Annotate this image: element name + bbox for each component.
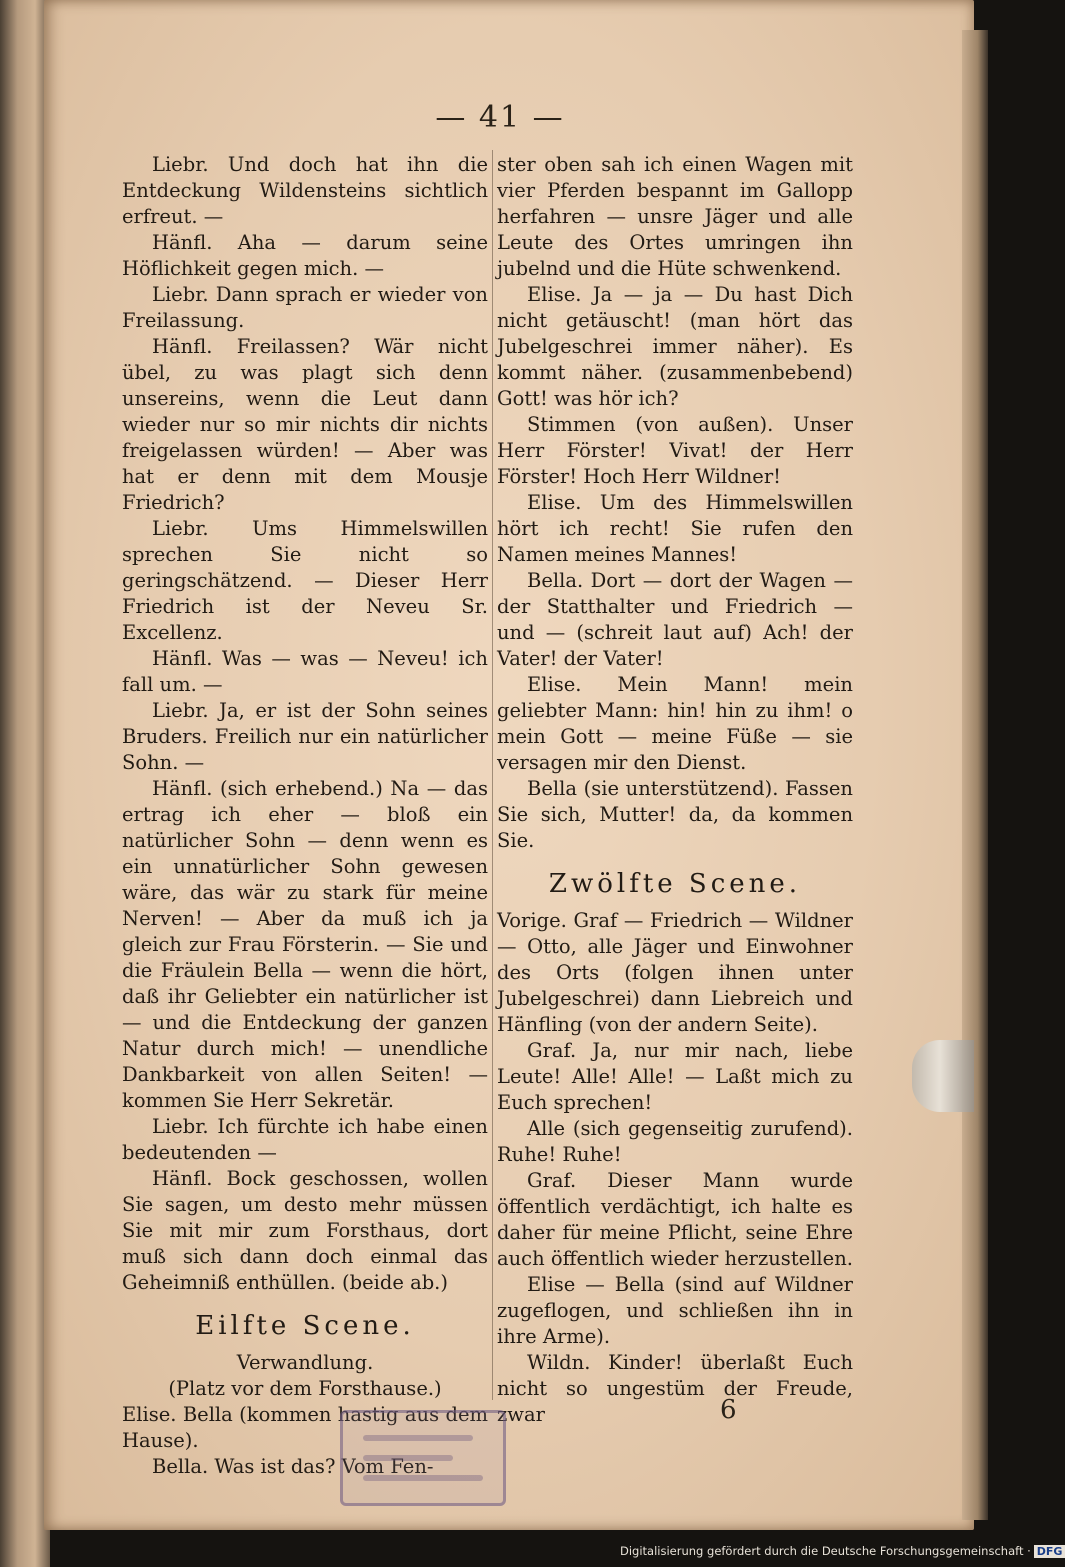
scan-clip-tab [912,1040,974,1112]
dialogue-paragraph: Hänfl. Aha — darum seine Höflichkeit gegen mich. — [122,231,488,280]
dialogue-paragraph: Hänfl. Freilassen? Wär nicht übel, zu was plagt sich denn unsereins, wenn die Leut dann wieder nur so mir nichts dir nichts freigelassen würden! — Aber was hat er denn mit dem Mousje Friedrich? [122,335,488,514]
previous-page-edge [0,0,50,1567]
dialogue-paragraph: Alle (sich gegenseitig zurufend). Ruhe! Ruhe! [497,1117,853,1166]
dialogue-paragraph: Elise. Mein Mann! mein geliebter Mann: hin! hin zu ihm! o mein Gott — meine Füße — sie versagen mir den Dienst. [497,673,853,774]
dialogue-paragraph: Elise. Bella (kommen hastig aus dem Hause). [122,1403,488,1452]
dialogue-paragraph: Liebr. Ja, er ist der Sohn seines Bruders. Freilich nur ein natürlicher Sohn. — [122,699,488,774]
dialogue-paragraph: ster oben sah ich einen Wagen mit vier Pferden bespannt im Gallopp herfahren — unsre Jäger und alle Leute des Ortes umringen ihn jubelnd und die Hüte schwenkend. [497,153,853,280]
dialogue-paragraph: Liebr. Ich fürchte ich habe einen bedeutenden — [122,1115,488,1164]
dialogue-paragraph: Elise. Ja — ja — Du hast Dich nicht getäuscht! (man hört das Jubelgeschrei immer näher). Es kommt näher. (zusammenbebend) Gott! was hör ich? [497,283,853,410]
dialogue-paragraph: Graf. Ja, nur mir nach, liebe Leute! Alle! Alle! — Laßt mich zu Euch sprechen! [497,1039,853,1114]
dialogue-paragraph: Hänfl. (sich erhebend.) Na — das ertrag ich eher — bloß ein natürlicher Sohn — denn wenn es ein unnatürlicher Sohn gewesen wäre, das wär zu stark für meine Nerven! — Aber da muß ich ja gleich zur Frau Försterin. — Sie und die Fräulein Bella — wenn die hört, daß ihr Geliebter ein natürlicher ist — und die Entdeckung der ganzen Natur durch mich! — unendliche Dankbarkeit von allen Seiten! — kommen Sie Herr Sekretär. [122,777,488,1112]
stage-direction: Verwandlung. [236,1351,374,1374]
dialogue-paragraph: Wildn. Kinder! überlaßt Euch nicht so ungestüm der Freude, zwar [497,1351,853,1426]
page-stack-edge [962,30,988,1520]
dialogue-paragraph: Elise. Um des Himmelswillen hört ich recht! Sie rufen den Namen meines Mannes! [497,491,853,566]
scene-heading: Eilfte Scene. [195,1311,415,1341]
dialogue-paragraph: Liebr. Dann sprach er wieder von Freilassung. [122,283,488,332]
signature-mark: 6 [720,1395,737,1425]
dialogue-paragraph: Vorige. Graf — Friedrich — Wildner — Otto, alle Jäger und Einwohner des Orts (folgen ihnen unter Jubelgeschrei) dann Liebreich und Hänfling (von der andern Seite). [497,909,853,1036]
footer-text: Digitalisierung gefördert durch die Deutsche Forschungsgemeinschaft · [620,1544,1031,1558]
dialogue-paragraph: Graf. Dieser Mann wurde öffentlich verdächtigt, ich halte es daher für meine Pflicht, seine Ehre auch öffentlich wieder herzustellen. [497,1169,853,1270]
page-number-header: — 41 — [435,100,565,135]
left-text-column [122,152,488,1480]
dialogue-paragraph: Liebr. Und doch hat ihn die Entdeckung Wildensteins sichtlich erfreut. — [122,153,488,228]
dialogue-paragraph: Stimmen (von außen). Unser Herr Förster! Vivat! der Herr Förster! Hoch Herr Wildner! [497,413,853,488]
scene-heading: Zwölfte Scene. [548,869,802,899]
dialogue-paragraph: Elise — Bella (sind auf Wildner zugeflogen, und schließen ihn in ihre Arme). [497,1273,853,1348]
dialogue-paragraph: Bella (sie unterstützend). Fassen Sie sich, Mutter! da, da kommen Sie. [497,777,853,852]
dialogue-paragraph: Liebr. Ums Himmelswillen sprechen Sie nicht so geringschätzend. — Dieser Herr Friedrich ist der Neveu Sr. Excellenz. [122,517,488,644]
right-text-column [497,152,853,1428]
digitization-footer [620,1544,1063,1564]
dialogue-paragraph: Bella. Was ist das? Vom Fen- [152,1455,434,1478]
library-stamp [340,1410,506,1506]
dialogue-paragraph: Hänfl. Was — was — Neveu! ich fall um. — [122,647,488,696]
dialogue-paragraph: Bella. Dort — dort der Wagen — der Statthalter und Friedrich — und — (schreit laut auf) Ach! der Vater! der Vater! [497,569,853,670]
stage-direction: (Platz vor dem Forsthause.) [168,1377,442,1400]
dfg-logo: DFG [1034,1545,1065,1558]
dialogue-paragraph: Hänfl. Bock geschossen, wollen Sie sagen, um desto mehr müssen Sie mit mir zum Forsthaus, dort muß sich dann doch einmal das Geheimniß enthüllen. (beide ab.) [122,1167,488,1294]
column-divider [492,150,493,1400]
